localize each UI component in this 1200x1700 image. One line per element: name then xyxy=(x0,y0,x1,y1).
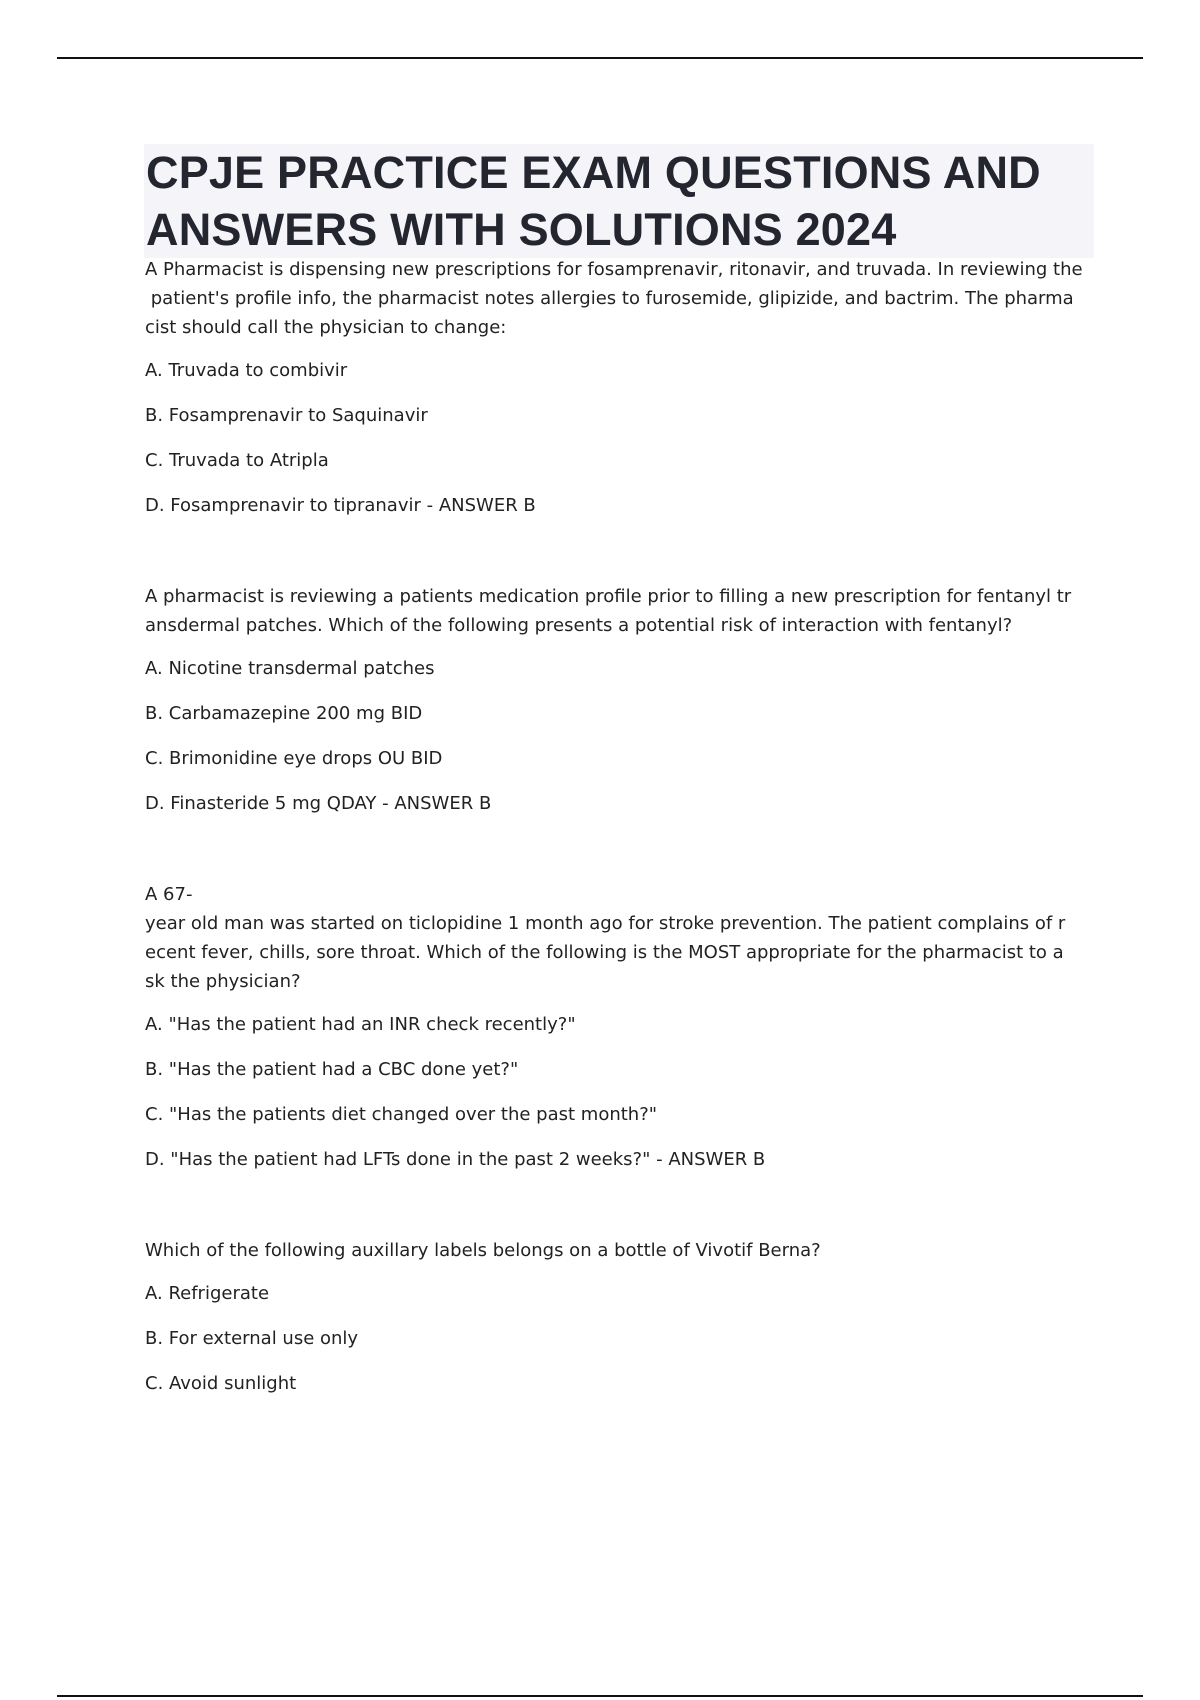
question-block xyxy=(145,880,1090,1190)
question-text: Which of the following auxillary labels belongs on a bottle of Vivotif Berna? xyxy=(145,1240,821,1261)
answer-option: D. Finasteride 5 mg QDAY - ANSWER B xyxy=(145,793,492,814)
answer-option: D. "Has the patient had LFTs done in the past 2 weeks?" - ANSWER B xyxy=(145,1149,766,1170)
question-block xyxy=(145,1236,1090,1414)
question-text: A Pharmacist is dispensing new prescriptions for fosamprenavir, ritonavir, and truvada. In reviewing the patient's profile info, the pharmacist notes allergies to furosemide, glipizide, and bactrim. The pharma cist should call the physician to change: xyxy=(145,259,1083,338)
answer-option: C. "Has the patients diet changed over the past month?" xyxy=(145,1104,658,1125)
document-title: CPJE PRACTICE EXAM QUESTIONS AND ANSWERS WITH SOLUTIONS 2024 xyxy=(146,147,1041,255)
answer-option: C. Brimonidine eye drops OU BID xyxy=(145,748,443,769)
answer-option: A. "Has the patient had an INR check recently?" xyxy=(145,1014,576,1035)
answer-option: C. Avoid sunlight xyxy=(145,1373,297,1394)
answer-option: B. Fosamprenavir to Saquinavir xyxy=(145,405,428,426)
answer-option: B. Carbamazepine 200 mg BID xyxy=(145,703,423,724)
answer-option: B. For external use only xyxy=(145,1328,359,1349)
title-banner xyxy=(144,144,1094,258)
question-text: A 67- year old man was started on ticlopidine 1 month ago for stroke prevention. The patient complains of r ecent fever, chills, sore throat. Which of the following is the MOST appropriate for the pharmacist to a sk the physician? xyxy=(145,884,1066,992)
answer-option: A. Nicotine transdermal patches xyxy=(145,658,435,679)
question-block xyxy=(145,255,1090,536)
question-text: A pharmacist is reviewing a patients medication profile prior to filling a new prescription for fentanyl tr ansdermal patches. Which of the following presents a potential risk of interaction with fentanyl? xyxy=(145,586,1072,636)
answer-option: C. Truvada to Atripla xyxy=(145,450,329,471)
document-body xyxy=(145,255,1090,1414)
answer-option: A. Refrigerate xyxy=(145,1283,270,1304)
question-block xyxy=(145,582,1090,834)
answer-option: A. Truvada to combivir xyxy=(145,360,348,381)
answer-option: D. Fosamprenavir to tipranavir - ANSWER B xyxy=(145,495,536,516)
top-divider xyxy=(57,57,1143,59)
answer-option: B. "Has the patient had a CBC done yet?" xyxy=(145,1059,519,1080)
bottom-divider xyxy=(57,1695,1143,1697)
